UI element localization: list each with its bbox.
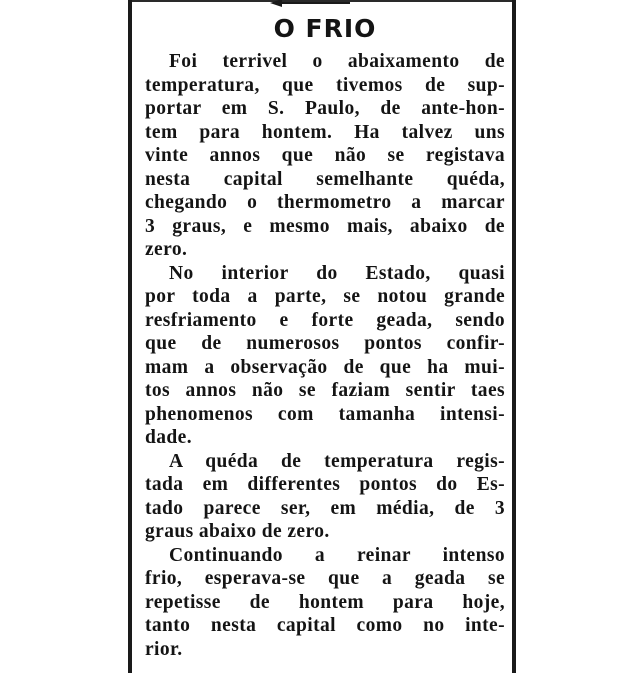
text-line: Continuando a reinar intenso [169, 544, 505, 566]
text-line: temperatura, que tivemos de sup- [145, 74, 505, 96]
text-line: portar em S. Paulo, de ante-hon- [145, 98, 505, 119]
text-line: resfriamento e forte geada, sendo [145, 309, 505, 331]
text-line: por toda a parte, se notou grande [145, 286, 505, 307]
text-line: No interior do Estado, quasi [169, 262, 505, 284]
paragraph [145, 50, 505, 262]
article-title: O FRIO [273, 14, 377, 43]
text-line: chegando o thermometro a marcar [145, 192, 505, 213]
text-line: phenomenos com tamanha intensi- [145, 403, 505, 425]
paragraph [145, 262, 505, 450]
text-line: graus abaixo de zero. [145, 521, 330, 542]
text-line: frio, esperava-se que a geada se [145, 568, 505, 589]
text-line: que de numerosos pontos confir- [145, 333, 505, 354]
column-rule-right [512, 0, 516, 673]
text-line: tem para hontem. Ha talvez uns [145, 121, 505, 143]
text-line: tado parece ser, em média, de 3 [145, 497, 505, 519]
text-line: rior. [145, 638, 183, 660]
text-line: tos annos não se faziam sentir taes [145, 380, 505, 401]
text-line: repetisse de hontem para hoje, [145, 591, 505, 613]
article-column [145, 14, 505, 661]
text-line: tanto nesta capital como no inte- [145, 615, 505, 636]
paragraph [145, 450, 505, 544]
text-line: nesta capital semelhante quéda, [145, 168, 505, 190]
text-line: zero. [145, 239, 188, 260]
column-rule-left [128, 0, 132, 673]
text-line: vinte annos que não se registava [145, 145, 505, 166]
text-line: dade. [145, 427, 192, 448]
text-line: mam a observação de que ha mui- [145, 356, 505, 378]
paragraph [145, 544, 505, 662]
text-line: tada em differentes pontos do Es- [145, 474, 505, 495]
arrow-bar [280, 2, 350, 4]
text-line: 3 graus, e mesmo mais, abaixo de [145, 215, 505, 237]
text-line: A quéda de temperatura regis- [169, 450, 505, 472]
text-line: Foi terrivel o abaixamento de [169, 51, 505, 72]
